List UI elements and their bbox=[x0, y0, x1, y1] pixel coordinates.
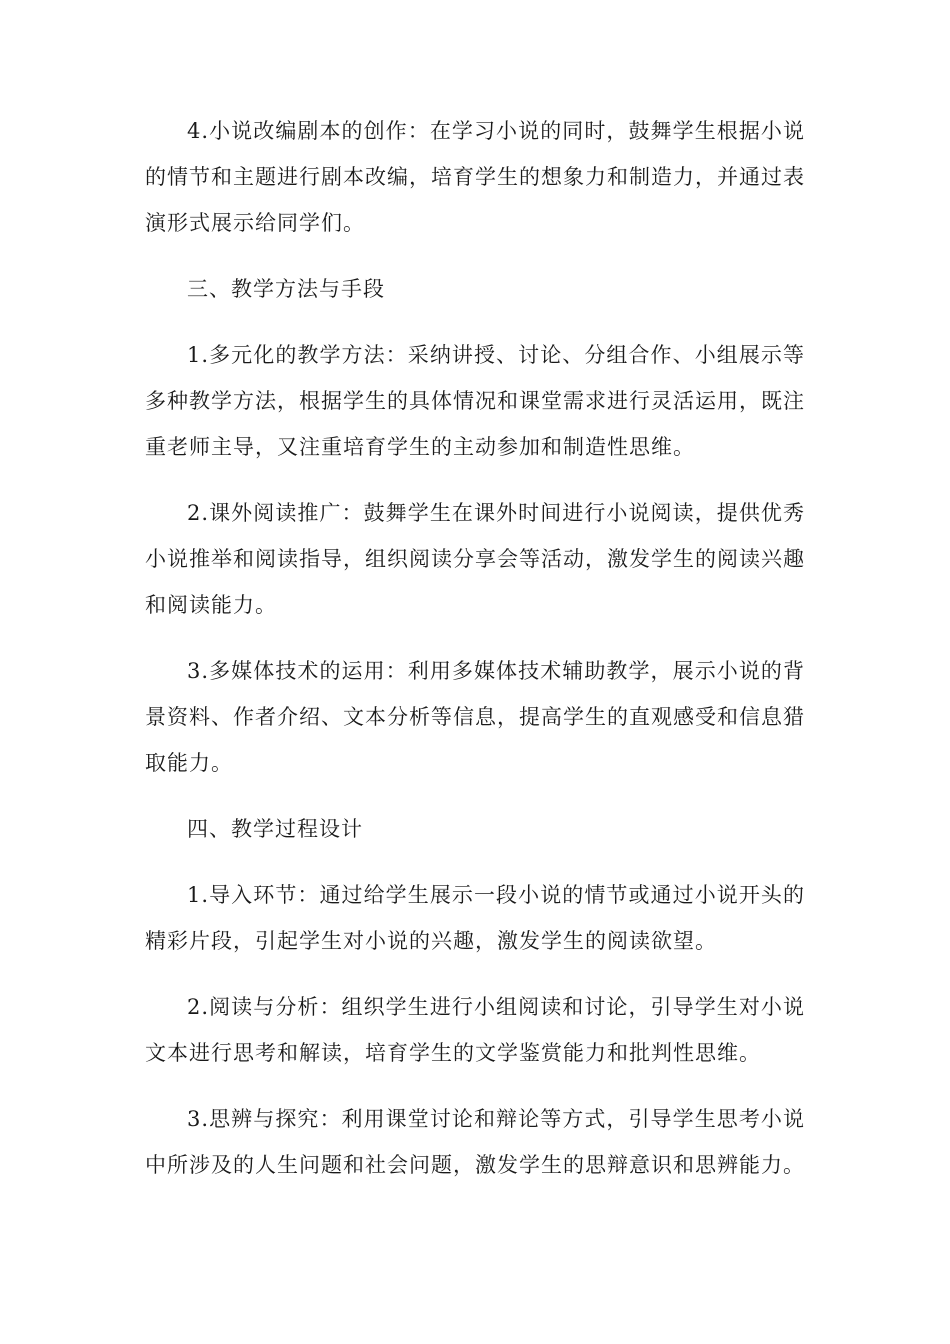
paragraph-reading-analysis: 2.阅读与分析：组织学生进行小组阅读和讨论，引导学生对小说文本进行思考和解读，培育学生的文学鉴赏能力和批判性思维。 bbox=[145, 995, 805, 1065]
paragraph-speculation-inquiry: 3.思辨与探究：利用课堂讨论和辩论等方式，引导学生思考小说中所涉及的人生问题和社会问题，激发学生的思辩意识和思辨能力。 bbox=[145, 1107, 805, 1177]
paragraph-extracurricular-reading: 2.课外阅读推广：鼓舞学生在课外时间进行小说阅读，提供优秀小说推举和阅读指导，组织阅读分享会等活动，激发学生的阅读兴趣和阅读能力。 bbox=[145, 501, 805, 617]
section-heading-teaching-methods: 三、教学方法与手段 bbox=[187, 277, 385, 301]
paragraph-multimedia-technology: 3.多媒体技术的运用：利用多媒体技术辅助教学，展示小说的背景资料、作者介绍、文本分析等信息，提高学生的直观感受和信息猎取能力。 bbox=[145, 659, 805, 775]
paragraph-introduction-stage: 1.导入环节：通过给学生展示一段小说的情节或通过小说开头的精彩片段，引起学生对小说的兴趣，激发学生的阅读欲望。 bbox=[145, 883, 805, 953]
section-heading-teaching-process: 四、教学过程设计 bbox=[187, 817, 363, 841]
document-body bbox=[145, 108, 805, 1208]
paragraph-novel-script-adaptation: 4.小说改编剧本的创作：在学习小说的同时，鼓舞学生根据小说的情节和主题进行剧本改编，培育学生的想象力和制造力，并通过表演形式展示给同学们。 bbox=[145, 119, 805, 235]
paragraph-diverse-teaching-methods: 1.多元化的教学方法：采纳讲授、讨论、分组合作、小组展示等多种教学方法，根据学生的具体情况和课堂需求进行灵活运用，既注重老师主导，又注重培育学生的主动参加和制造性思维。 bbox=[145, 343, 805, 459]
